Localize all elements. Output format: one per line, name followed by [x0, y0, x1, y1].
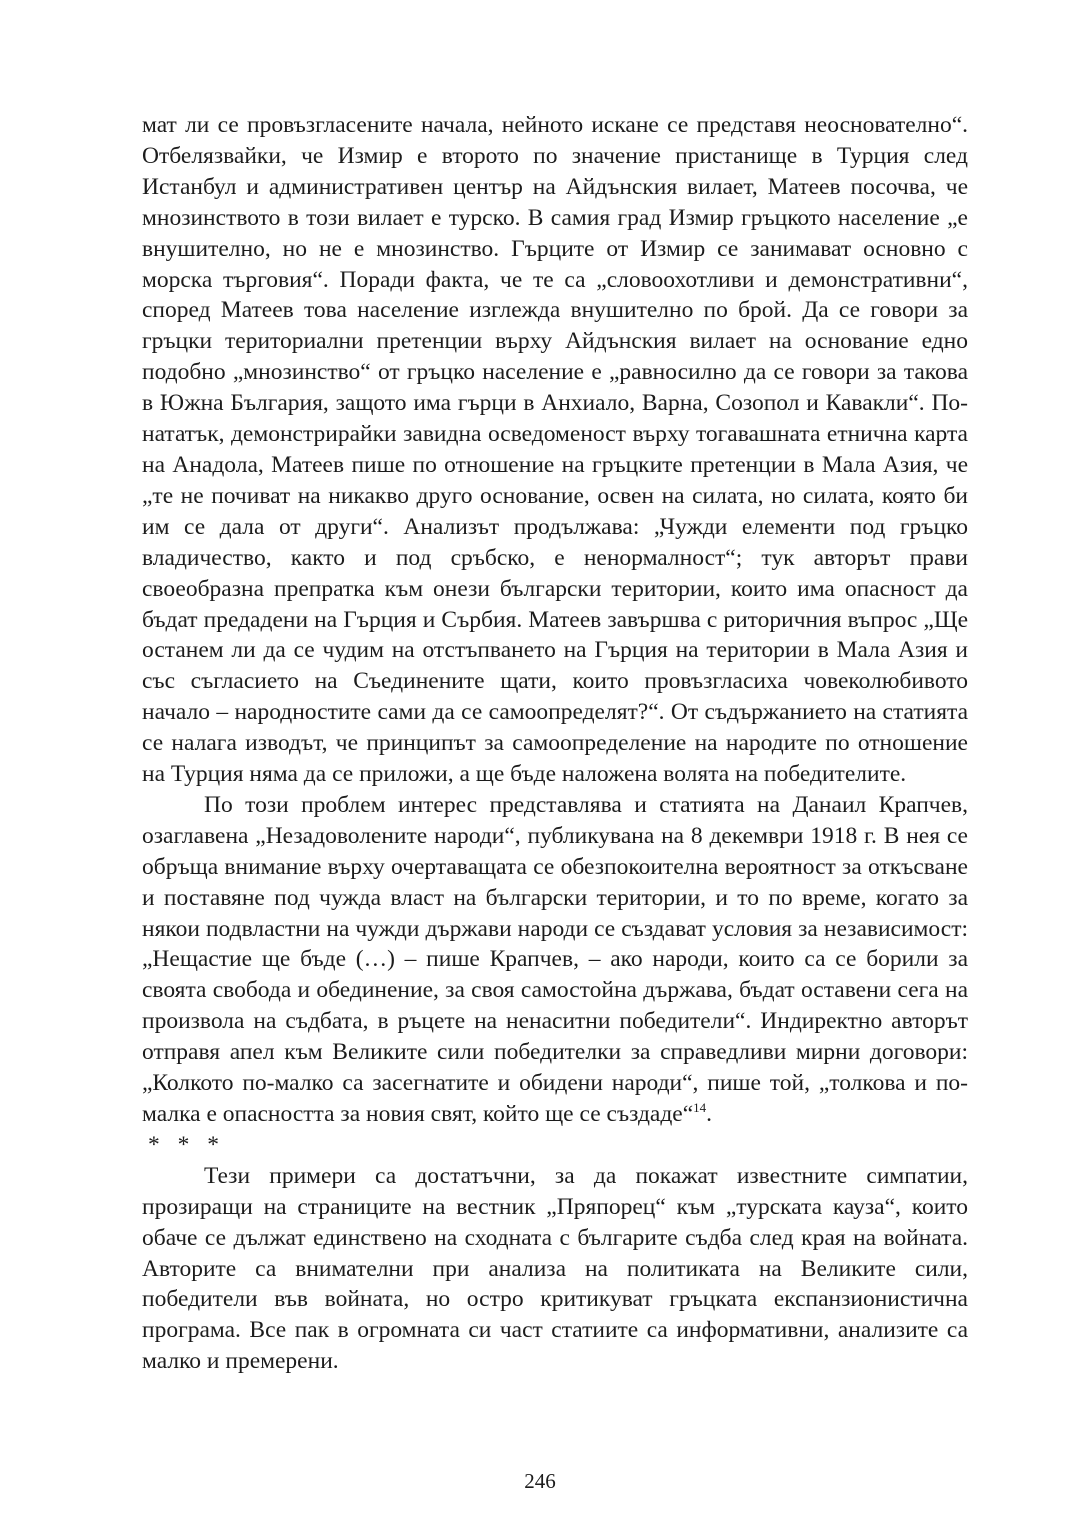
paragraph-krapchev-end: . [706, 1101, 713, 1127]
paragraph-continued: мат ли се провъзгласените начала, нейното искане се представя неоснователно“. Отбелязвайки, че Измир е второто по значение пристанище в Турция след Истанбул и административен център на Айдънския вилает, Матеев посочва, че мнозинството в този вилает е турско. В самия град Измир гръцкото население „е внушително, но не е мнозинство. Гърците от Измир се занимават основно с морска търговия“. Поради факта, че те са „словоохотливи и демонстративни“, според Матеев това население изглежда внушително по брой. Да се говори за гръцки териториални претенции върху Айдънския вилает на основание едно подобно „мнозинство“ от гръцко население е „равносилно да се говори за такова в Южна България, защото има гърци в Анхиало, Варна, Созопол и Кавакли“. По-нататък, демонстрирайки завидна осведоменост върху тогавашната етнична карта на Анадола, Матеев пише по отношение на гръцките претенции в Мала Азия, че „те не почиват на никакво друго основание, освен на силата, но силата, която би им се дала от други“. Анализът продължава: „Чужди елементи под гръцко владичество, както и под сръбско, е ненормалност“; тук авторът прави своеобразна препратка към онези български територии, които има опасност да бъдат предадени на Гърция и Сърбия. Матеев завършва с риторичния въпрос „Ще останем ли да се чудим на отстъпването на Гърция на територии в Мала Азия и със съгласието на Съединените щати, които провъзгласиха човеколюбивото начало – народностите сами да се самоопределят?“. От съдържанието на статията се налага изводът, че принципът за самоопределение на народите по отношение на Турция няма да се приложи, а ще бъде наложена волята на победителите. [142, 112, 968, 788]
page-number: 246 [524, 1469, 556, 1493]
paragraph-conclusion: Тези примери са достатъчни, за да покажат известните симпатии, прозиращи на страниците на вестник „Пряпорец“ към „турската кауза“, които обаче се дължат единствено на сходната с българите съдба след края на войната. Авторите са внимателни при анализа на политиката на Великите сили, победители във войната, но остро критикуват гръцката експанзионистична програма. Все пак в огромната си част статиите са информативни, анализите са малко и премерени. [142, 1162, 968, 1375]
footnote-reference[interactable]: 14 [693, 1100, 707, 1116]
body-text [142, 110, 968, 1377]
paragraph-krapchev-text: По този проблем интерес представлява и статията на Данаил Крапчев, озаглавена „Незадоволените народи“, публикувана на 8 декември 1918 г. В нея се обръща внимание върху очертаващата се обезпокоителна вероятност за откъсване и поставяне под чужда власт на български територии, и то по време, когато за някои подвластни на чужди държави народи се създават условия за независимост: „Нещастие ще бъде (…) – пише Крапчев, – ако народи, които са се борили за своята свобода и обединение, за своя самостойна държава, бъдат оставени сега на произвола на съдбата, в ръцете на ненаситни победители“. Индиректно авторът отправя апел към Великите сили победителки за справедливи мирни договори: „Колкото по-малко са засегнатите и обидени народи“, пише той, „толкова и по-малка е опасността за новия свят, който ще се създаде“ [142, 791, 968, 1127]
section-separator: * * * [148, 1131, 225, 1158]
paragraph-krapchev [142, 790, 968, 1130]
